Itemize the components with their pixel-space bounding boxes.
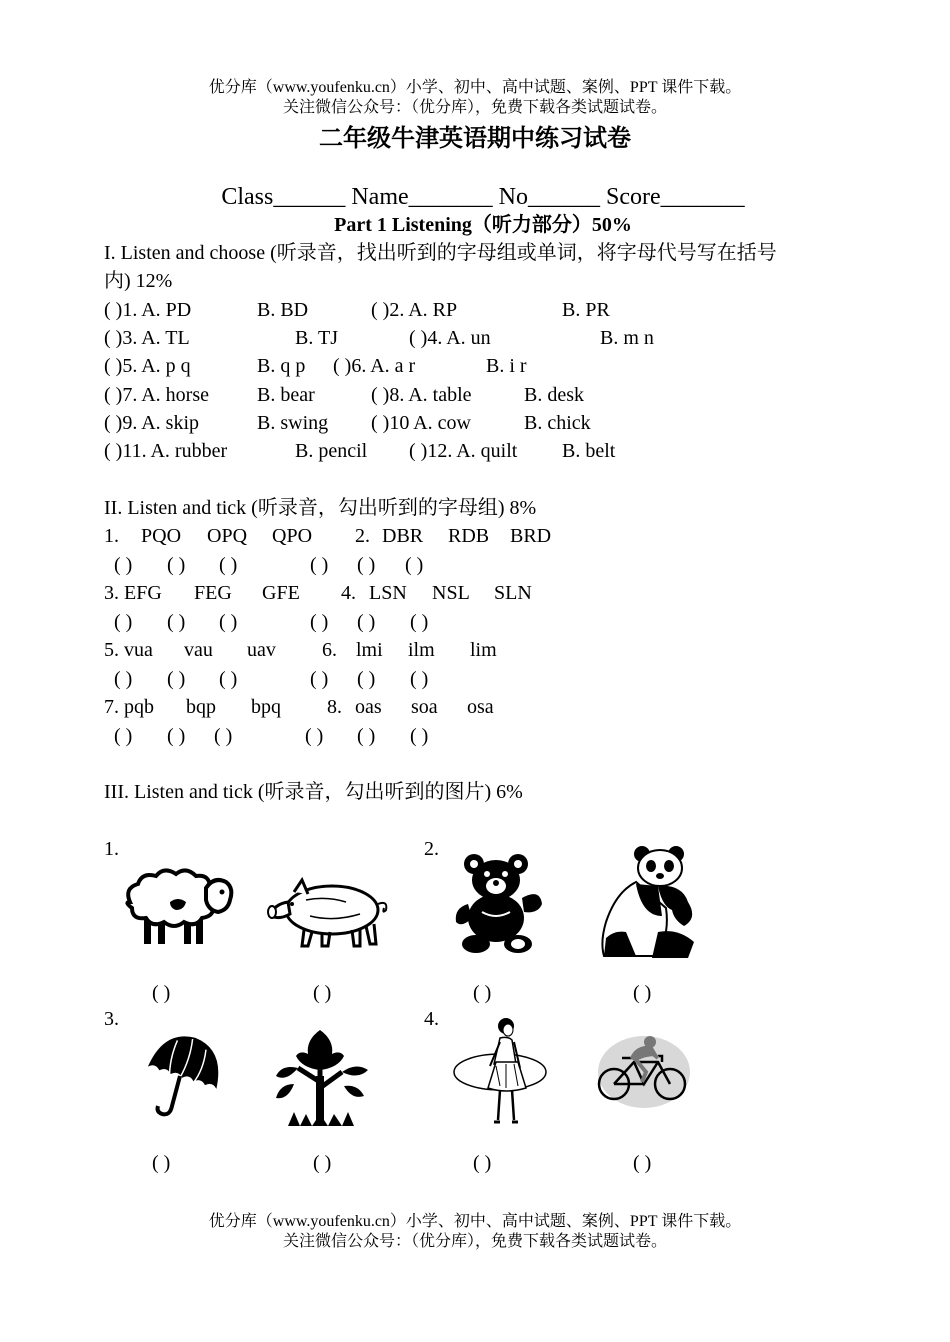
answer-bracket: ( ) <box>114 611 133 633</box>
q9-option-a: ( )9. A. skip <box>104 412 199 434</box>
group3-option-3: GFE <box>262 582 300 604</box>
group8-number: 8. <box>327 696 342 718</box>
answer-bracket: ( ) <box>357 554 376 576</box>
q6-option-b: B. i r <box>486 355 527 377</box>
answer-bracket: ( ) <box>167 668 186 690</box>
group2-option-3: BRD <box>510 525 552 547</box>
answer-bracket: ( ) <box>167 725 186 747</box>
picture-group-3-number: 3. <box>104 1008 119 1030</box>
answer-bracket: ( ) <box>310 554 329 576</box>
answer-bracket: ( ) <box>357 611 376 633</box>
girl-skipping-icon <box>452 1016 548 1126</box>
q10-option-b: B. chick <box>524 412 591 434</box>
answer-bracket: ( ) <box>405 554 424 576</box>
picture-bracket-5: ( ) <box>152 1152 171 1174</box>
tree-icon <box>268 1026 374 1130</box>
group1-option-1: PQO <box>141 525 182 547</box>
q7-option-a: ( )7. A. horse <box>104 384 209 406</box>
group7-option-1: 7. pqb <box>104 696 154 718</box>
answer-bracket: ( ) <box>114 725 133 747</box>
panda-icon <box>600 846 700 958</box>
answer-bracket: ( ) <box>357 725 376 747</box>
q10-option-a: ( )10 A. cow <box>371 412 471 434</box>
section1-heading-cont: 内) 12% <box>104 270 173 292</box>
group4-option-2: NSL <box>432 582 470 604</box>
picture-bracket-1: ( ) <box>152 982 171 1004</box>
group1-option-3: QPO <box>272 525 313 547</box>
picture-group-1-number: 1. <box>104 838 119 860</box>
group8-option-2: soa <box>411 696 438 718</box>
picture-bracket-8: ( ) <box>633 1152 652 1174</box>
answer-bracket: ( ) <box>357 668 376 690</box>
answer-bracket: ( ) <box>114 554 133 576</box>
q11-option-a: ( )11. A. rubber <box>104 440 228 462</box>
q9-option-b: B. swing <box>257 412 329 434</box>
group4-number: 4. <box>341 582 356 604</box>
q3-option-a: ( )3. A. TL <box>104 327 190 349</box>
header-ad-line: 优分库（www.youfenku.cn）小学、初中、高中试题、案例、PPT 课件下载。 <box>208 79 742 96</box>
group6-option-3: lim <box>470 639 497 661</box>
answer-bracket: ( ) <box>214 725 233 747</box>
sheep-icon <box>118 862 238 952</box>
q8-option-a: ( )8. A. table <box>371 384 472 406</box>
answer-bracket: ( ) <box>410 725 429 747</box>
q6-option-a: ( )6. A. a r <box>333 355 416 377</box>
group3-option-1: 3. EFG <box>104 582 162 604</box>
answer-bracket: ( ) <box>310 668 329 690</box>
q4-option-b: B. m n <box>600 327 654 349</box>
answer-bracket: ( ) <box>410 611 429 633</box>
group3-option-2: FEG <box>194 582 232 604</box>
q5-option-a: ( )5. A. p q <box>104 355 191 377</box>
q2-option-b: B. PR <box>562 299 610 321</box>
group7-option-3: bpq <box>251 696 281 718</box>
q1-option-a: ( )1. A. PD <box>104 299 192 321</box>
group6-option-1: lmi <box>356 639 383 661</box>
teddy-bear-icon <box>452 852 544 954</box>
footer-ad-line: 优分库（www.youfenku.cn）小学、初中、高中试题、案例、PPT 课件下载。 <box>208 1213 742 1230</box>
student-info-line: Class______ Name_______ No______ Score_______ <box>221 184 745 210</box>
q5-option-b: B. q p <box>257 355 306 377</box>
section1-heading: I. Listen and choose (听录音，找出听到的字母组或单词，将字母代号写在括号 <box>104 242 777 264</box>
answer-bracket: ( ) <box>310 611 329 633</box>
picture-bracket-2: ( ) <box>313 982 332 1004</box>
q11-option-b: B. pencil <box>295 440 368 462</box>
q4-option-a: ( )4. A. un <box>409 327 491 349</box>
group6-number: 6. <box>322 639 337 661</box>
picture-bracket-7: ( ) <box>473 1152 492 1174</box>
answer-bracket: ( ) <box>114 668 133 690</box>
pig-icon <box>266 870 392 950</box>
q7-option-b: B. bear <box>257 384 315 406</box>
q2-option-a: ( )2. A. RP <box>371 299 458 321</box>
group4-option-1: LSN <box>369 582 407 604</box>
q8-option-b: B. desk <box>524 384 584 406</box>
answer-bracket: ( ) <box>219 554 238 576</box>
section2-heading: II. Listen and tick (听录音，勾出听到的字母组) 8% <box>104 497 537 519</box>
group8-option-1: oas <box>355 696 382 718</box>
umbrella-icon <box>144 1032 224 1118</box>
picture-bracket-4: ( ) <box>633 982 652 1004</box>
group5-option-3: uav <box>247 639 276 661</box>
q12-option-a: ( )12. A. quilt <box>409 440 518 462</box>
q12-option-b: B. belt <box>562 440 616 462</box>
picture-group-2-number: 2. <box>424 838 439 860</box>
group4-option-3: SLN <box>494 582 532 604</box>
group8-option-3: osa <box>467 696 494 718</box>
group1-option-2: OPQ <box>207 525 248 547</box>
answer-bracket: ( ) <box>167 611 186 633</box>
footer-follow-line: 关注微信公众号：（优分库），免费下载各类试题试卷。 <box>282 1233 667 1250</box>
answer-bracket: ( ) <box>305 725 324 747</box>
q3-option-b: B. TJ <box>295 327 338 349</box>
group7-option-2: bqp <box>186 696 216 718</box>
q1-option-b: B. BD <box>257 299 309 321</box>
picture-bracket-3: ( ) <box>473 982 492 1004</box>
picture-bracket-6: ( ) <box>313 1152 332 1174</box>
section3-heading: III. Listen and tick (听录音，勾出听到的图片) 6% <box>104 781 523 803</box>
answer-bracket: ( ) <box>410 668 429 690</box>
picture-group-4-number: 4. <box>424 1008 439 1030</box>
cyclist-icon <box>592 1030 692 1110</box>
group5-option-2: vau <box>184 639 213 661</box>
page-title: 二年级牛津英语期中练习试卷 <box>319 126 631 152</box>
group5-option-1: 5. vua <box>104 639 153 661</box>
group2-option-1: DBR <box>382 525 424 547</box>
group2-option-2: RDB <box>448 525 490 547</box>
group6-option-2: ilm <box>408 639 435 661</box>
answer-bracket: ( ) <box>219 668 238 690</box>
group2-number: 2. <box>355 525 370 547</box>
answer-bracket: ( ) <box>167 554 186 576</box>
answer-bracket: ( ) <box>219 611 238 633</box>
part1-heading: Part 1 Listening（听力部分）50% <box>334 214 632 236</box>
header-follow-line: 关注微信公众号：（优分库），免费下载各类试题试卷。 <box>282 99 667 116</box>
group1-number: 1. <box>104 525 119 547</box>
